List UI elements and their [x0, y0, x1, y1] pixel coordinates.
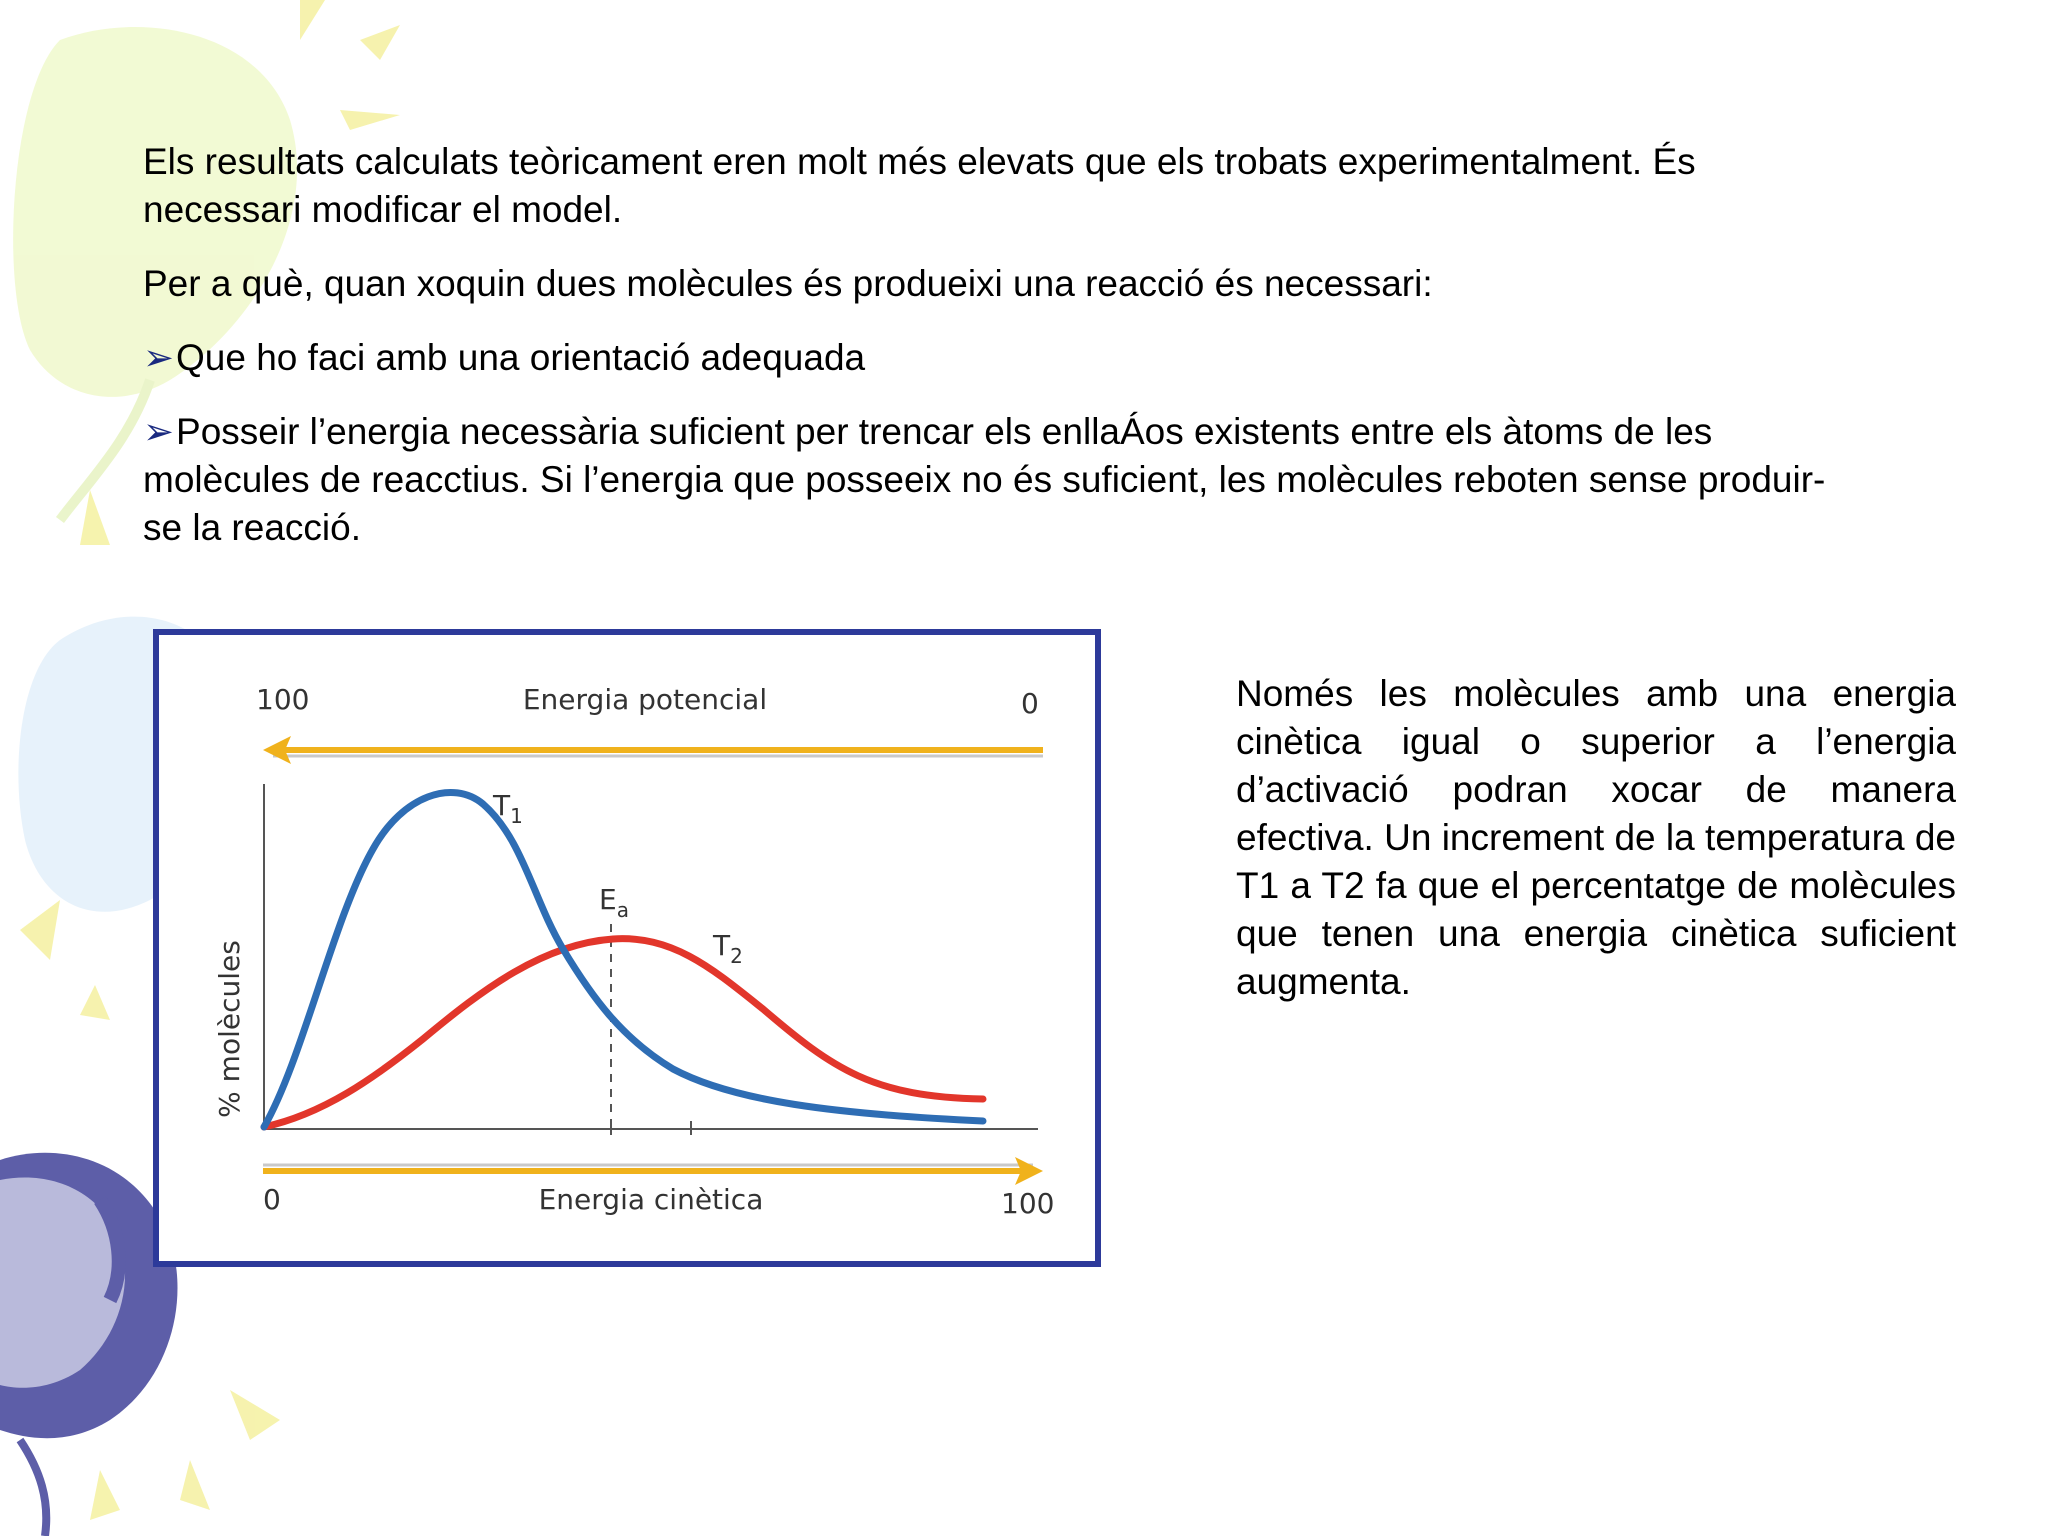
bullet-energy-text: Posseir l’energia necessària suficient per trencar els enllaÁos existents entre els àtoms de les molècules de reacctius. Si l’energia que posseeix no és suficient, les molècules reboten sense produir-se la reacció.: [143, 411, 1826, 548]
t1-letter: T: [493, 789, 511, 822]
y-axis-label: % molècules: [213, 940, 246, 1118]
ea-subscript: a: [616, 898, 629, 922]
bullet-arrow-icon: ➢: [143, 411, 175, 452]
bullet-orientation-text: Que ho faci amb una orientació adequada: [176, 337, 866, 378]
bottom-axis-left-value: 0: [263, 1183, 281, 1216]
bottom-axis-right-value: 100: [1001, 1187, 1055, 1220]
main-text-block: [143, 138, 1863, 578]
purple-balloon-decoration: [0, 1153, 178, 1536]
paragraph-results: Els resultats calculats teòricament eren molt més elevats que els trobats experimentalment. És necessari modificar el model.: [143, 141, 1696, 230]
bullet-energy: [143, 408, 1863, 552]
side-explanation-text: Només les molècules amb una energia cinètica igual o superior a l’energia d’activació podran xocar de manera efectiva. Un increment de la temperatura de T1 a T2 fa que el percentatge de molècules que tenen una energia cinètica suficient augmenta.: [1236, 673, 1956, 1002]
top-axis-left-value: 100: [256, 683, 310, 716]
bottom-axis-title: Energia cinètica: [538, 1183, 764, 1216]
paragraph-conditions: Per a què, quan xoquin dues molècules és produeixi una reacció és necessari:: [143, 263, 1433, 304]
t2-letter: T: [713, 929, 731, 962]
top-axis-right-value: 0: [1021, 687, 1039, 720]
t2-subscript: 2: [730, 944, 743, 968]
bullet-orientation: [143, 334, 1863, 382]
energy-distribution-figure: [153, 629, 1101, 1269]
top-axis-title: Energia potencial: [522, 683, 768, 716]
t1-subscript: 1: [510, 804, 523, 828]
bullet-arrow-icon: ➢: [143, 337, 175, 378]
ea-letter: E: [599, 883, 617, 916]
